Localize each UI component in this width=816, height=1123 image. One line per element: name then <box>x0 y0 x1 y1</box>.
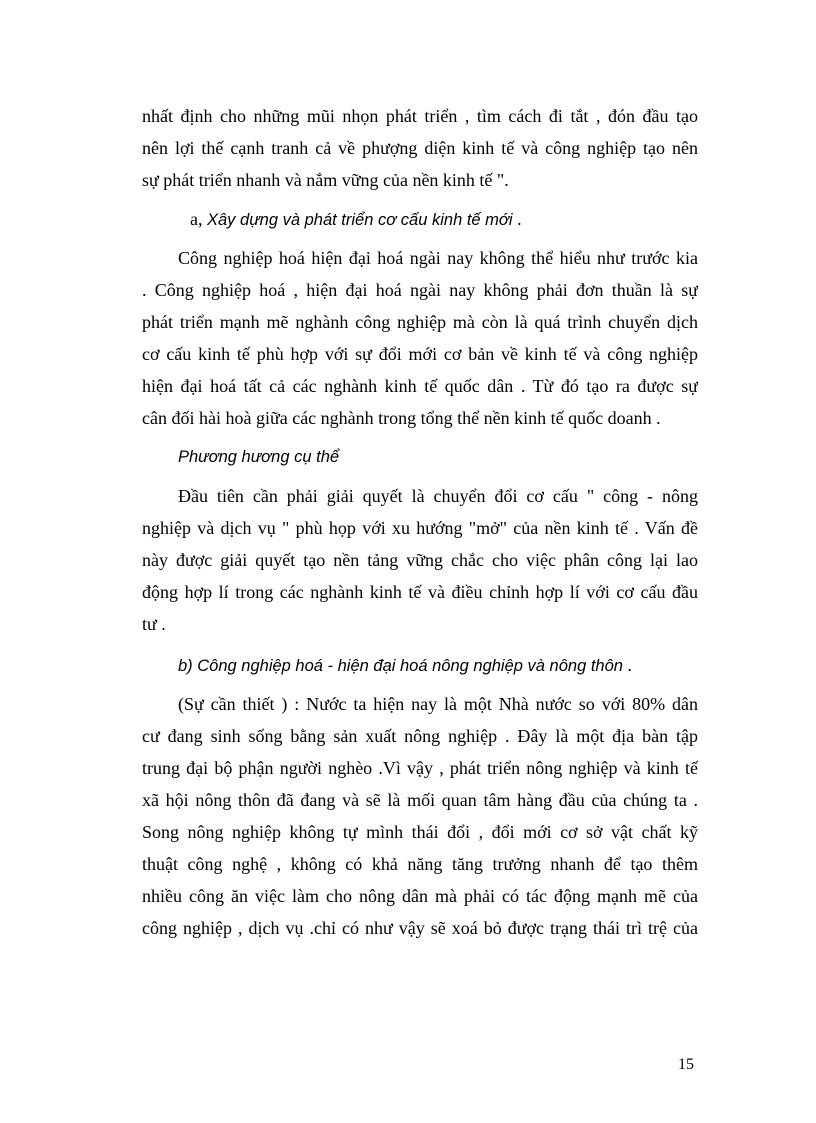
section-heading-b <box>142 649 698 681</box>
page-number: 15 <box>678 1056 694 1073</box>
text-line: . Công nghiệp hoá , hiện đại hoá ngài nay không phải đơn thuần là sự <box>142 280 698 300</box>
text-line: sự phát triển nhanh và nắm vững của nền kinh tế ". <box>142 170 509 190</box>
text-line: (Sự cần thiết ) : Nước ta hiện nay là một Nhà nước so với 80% dân <box>178 694 698 714</box>
paragraph-agriculture <box>142 688 698 944</box>
text-line: công nghiệp , dịch vụ .chỉ có như vậy sẽ xoá bỏ được trạng thái trì trệ của <box>142 918 698 938</box>
heading-prefix: a, <box>190 209 203 229</box>
paragraph-industrialization <box>142 242 698 434</box>
text-line: động hợp lí trong các nghành kinh tế và điều chỉnh hợp lí với cơ cấu đầu <box>142 582 698 602</box>
text-line: xã hội nông thôn đã đang và sẽ là mối quan tâm hàng đầu của chúng ta . <box>142 790 698 810</box>
text-line: thuật công nghệ , không có khả năng tăng trưởng nhanh để tạo thêm <box>142 854 698 874</box>
text-line: nhất định cho những mũi nhọn phát triển , tìm cách đi tắt , đón đầu tạo <box>142 106 698 126</box>
heading-text: b) Công nghiệp hoá - hiện đại hoá nông nghiệp và nông thôn <box>178 657 623 675</box>
text-line: Song nông nghiệp không tự mình thái đổi , đổi mới cơ sở vật chất kỹ <box>142 822 698 842</box>
heading-suffix: . <box>627 655 633 675</box>
text-line: Đầu tiên cần phải giải quyết là chuyển đổi cơ cấu " công - nông <box>178 486 698 506</box>
subheading-direction: Phương hương cụ thể <box>178 448 340 466</box>
text-line: nghiệp và dịch vụ " phù họp với xu hướng "mở" của nền kinh tế . Vấn đề <box>142 518 698 538</box>
text-line: cơ cấu kinh tế phù hợp với sự đổi mới cơ bản về kinh tế và công nghiệp <box>142 344 698 364</box>
body-text <box>142 100 698 944</box>
text-line: cư đang sinh sống bằng sản xuất nông nghiệp . Đây là một địa bàn tập <box>142 726 698 746</box>
heading-text: Xây dựng và phát triển cơ cấu kinh tế mới <box>207 211 513 229</box>
text-line: hiện đại hoá tất cả các nghành kinh tế quốc dân . Từ đó tạo ra được sự <box>142 376 698 396</box>
text-line: này được giải quyết tạo nền tảng vững chắc cho việc phân công lại lao <box>142 550 698 570</box>
text-line: tư . <box>142 614 166 634</box>
text-line: trung đại bộ phận người nghèo .Vì vậy , phát triển nông nghiệp và kinh tế <box>142 758 698 778</box>
section-heading-a <box>142 203 698 235</box>
text-line: cân đối hài hoà giữa các nghành trong tổng thể nền kinh tế quốc doanh . <box>142 408 661 428</box>
text-line: nên lợi thế cạnh tranh cả về phượng diện kinh tế và công nghiệp tạo nên <box>142 138 698 158</box>
text-line: nhiều công ăn việc làm cho nông dân mà phải có tác động mạnh mẽ của <box>142 886 698 906</box>
text-line: Công nghiệp hoá hiện đại hoá ngài nay không thể hiểu như trước kia <box>178 248 698 268</box>
text-line: phát triển mạnh mẽ nghành công nghiệp mà còn là quá trình chuyển dịch <box>142 312 698 332</box>
paragraph-restructuring <box>142 480 698 640</box>
paragraph-intro <box>142 100 698 196</box>
heading-suffix: . <box>517 209 522 229</box>
